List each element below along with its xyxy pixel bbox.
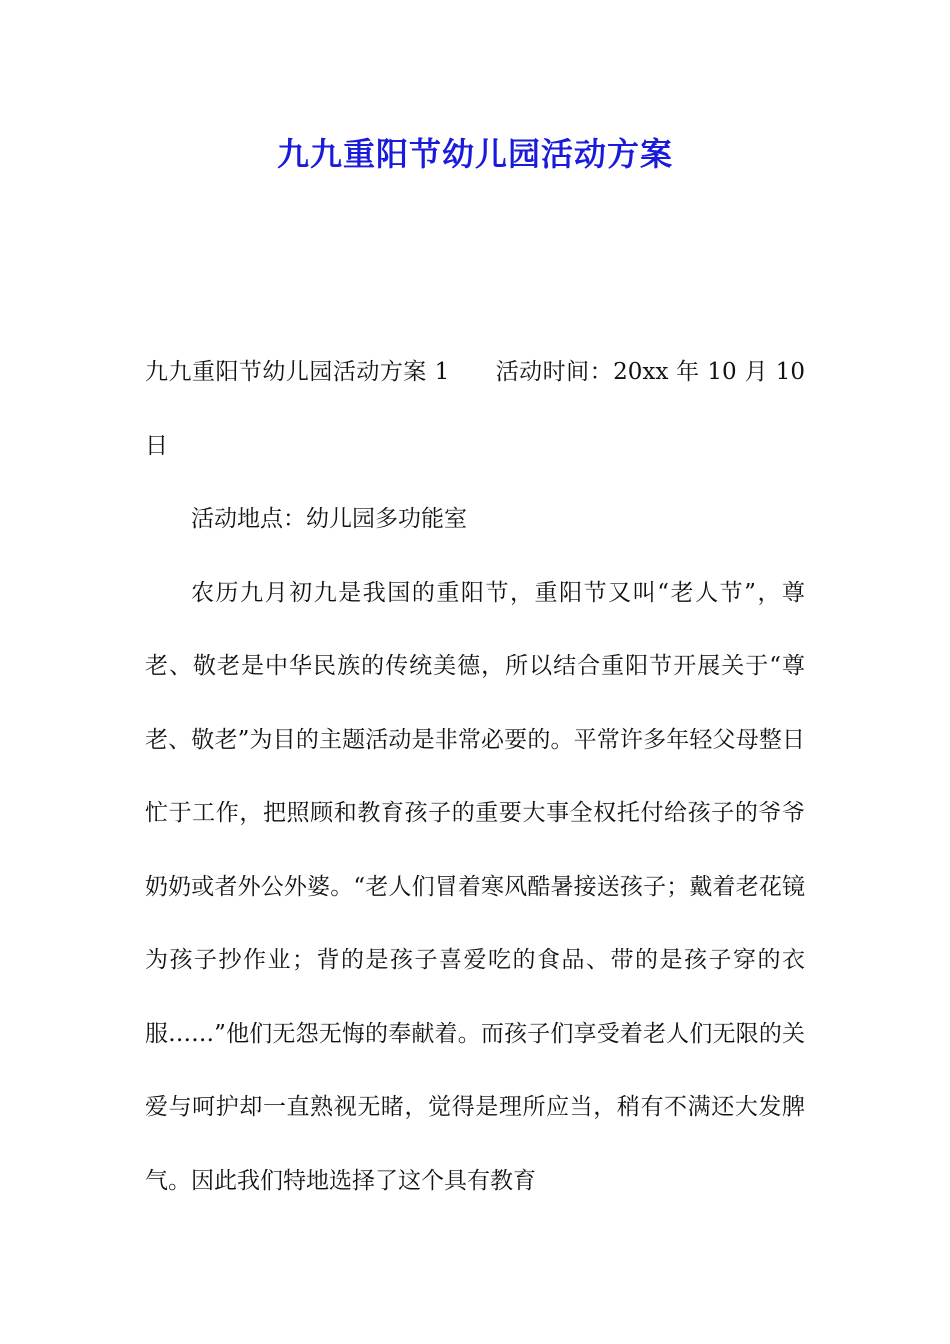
body-paragraph: 农历九月初九是我国的重阳节，重阳节又叫“老人节”，尊老、敬老是中华民族的传统美德，所以结合重阳节开展关于“尊老、敬老”为目的主题活动是非常必要的。平常许多年轻父母整日忙于工作，把照顾和教育孩子的重要大事全权托付给孩子的爷爷奶奶或者外公外婆。“老人们冒着寒风酷暑接送孩子；戴着老花镜为孩子抄作业；背的是孩子喜爱吃的食品、带的是孩子穿的衣服……”他们无怨无悔的奉献着。而孩子们享受着老人们无限的关爱与呵护却一直熟视无睹，觉得是理所应当，稍有不满还大发脾气。因此我们特地选择了这个具有教育: [145, 579, 805, 1194]
document-body: [145, 336, 805, 1218]
activity-location: 活动地点：幼儿园多功能室: [191, 506, 467, 532]
activity-time: 活动时间：20xx 年 10 月 10 日: [145, 359, 805, 459]
intro-paragraph: [145, 336, 805, 483]
document-title: 九九重阳节幼儿园活动方案: [276, 135, 673, 173]
plan-heading: 九九重阳节幼儿园活动方案 1: [145, 359, 450, 385]
